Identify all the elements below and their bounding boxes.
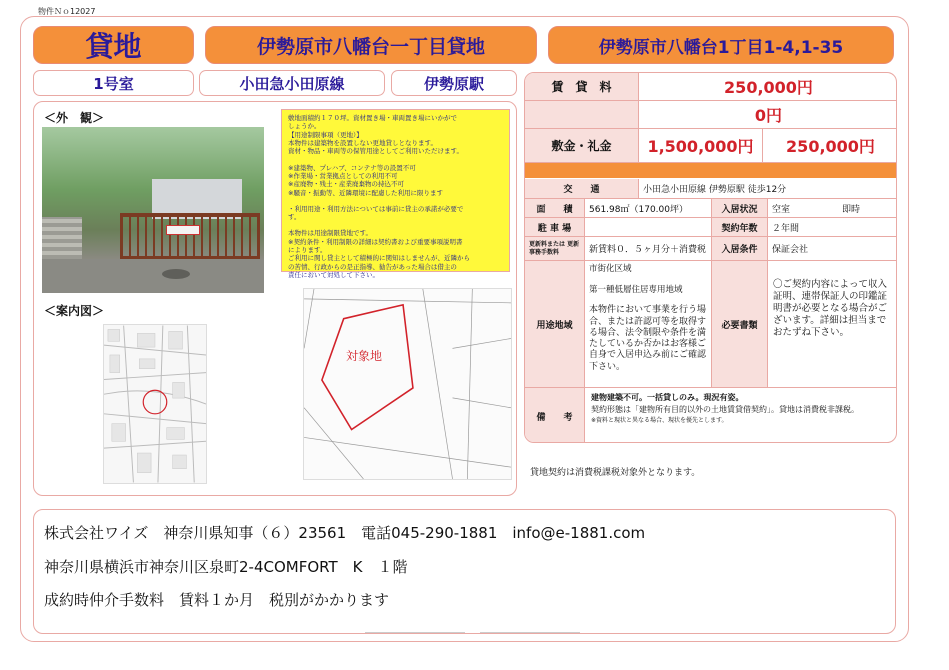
required-docs-label: 必要書類 — [712, 261, 768, 387]
rent-details-panel — [524, 72, 897, 443]
term-value: ２年間 — [772, 223, 800, 234]
rent-row — [525, 73, 896, 101]
parking-value — [585, 218, 712, 236]
company-contact: 株式会社ワイズ 神奈川県知事（６）23561 電話045-290-1881 info@e-1881.com — [44, 524, 646, 542]
survey-map — [303, 288, 512, 480]
remarks-line2: 契約形態は「建物所有目的以外の土地賃貸借契約」。貸地は消費税非課税。 — [591, 405, 859, 414]
guide-map — [103, 324, 207, 484]
zoning-note: 本物件において事業を行う場合、または許認可等を取得する場合、法令制限や条件を満たしているか否かはお客様ご自身で入居申込み前にご確認下さい。 — [589, 305, 707, 372]
remarks-row — [525, 388, 896, 443]
company-address: 神奈川県横浜市神奈川区泉町2-4COMFORT K １階 — [44, 558, 408, 576]
note-line: ※産廃物・残土・産業廃棄物の持込不可 — [288, 180, 404, 189]
note-line: 本物件は建築物を設置しない更地貸しとなります。 — [288, 138, 437, 147]
deposit-value: 1,500,000円 — [639, 129, 763, 162]
rent-label: 賃 貸 料 — [525, 73, 639, 100]
parking-row — [525, 218, 896, 237]
zoning-label: 用途地域 — [525, 261, 585, 387]
zoning-line1: 市街化区域 — [589, 264, 632, 274]
footer-rule-left — [365, 630, 465, 633]
footer-rule-right — [480, 630, 580, 633]
note-line: 敷地面積約１７０坪。資材置き場・車両置き場にいかがで — [288, 114, 457, 122]
fee-value: 0円 — [754, 106, 783, 125]
note-line: 【用途制限事項（更地）】 — [288, 130, 363, 139]
remarks-line1: 建物建築不可。一括貸しのみ。現況有姿。 — [591, 393, 744, 402]
note-line — [288, 197, 503, 205]
photo-sign — [166, 225, 200, 235]
renewal-value: 新賃料０．５ヶ月分＋消費税 — [585, 237, 712, 260]
term-label: 契約年数 — [712, 218, 768, 236]
zoning-row — [525, 261, 896, 388]
note-line: 責任において対処して下さい。 — [288, 271, 379, 279]
status-value: 空室 — [772, 204, 791, 215]
exterior-photo — [42, 127, 264, 293]
note-line: す。 — [288, 213, 301, 222]
remarks-label: 備 考 — [525, 388, 585, 443]
exterior-caption: ＜外 観＞ — [44, 111, 105, 125]
note-line: 資材・物品・車両等の保管用途としてご利用いただけます。 — [288, 147, 463, 156]
area-label: 面 積 — [525, 199, 585, 217]
note-line: しょうか。 — [288, 122, 321, 131]
fee-row — [525, 101, 896, 129]
remarks-value — [585, 388, 897, 443]
area-row — [525, 199, 896, 218]
parking-label: 駐 車 場 — [525, 218, 585, 236]
note-line: によります。 — [288, 246, 327, 255]
note-line — [288, 156, 503, 164]
renewal-label: 更新料または 更新事務手数料 — [525, 237, 585, 260]
photo-gate — [120, 213, 260, 259]
zoning-detail — [585, 261, 712, 387]
note-line: ※契約条件・利用制限の詳細は契約書および重要事項説明書 — [288, 237, 463, 246]
photo-ground — [42, 259, 264, 293]
guide-map-caption: ＜案内図＞ — [44, 304, 105, 318]
deposit-label: 敷金・礼金 — [525, 129, 639, 162]
deposit-row — [525, 129, 896, 163]
station: 伊勢原駅 — [391, 70, 517, 96]
condition-value: 保証会社 — [772, 245, 809, 255]
fee-label-blank — [525, 101, 639, 128]
zoning-line2: 第一種低層住居専用地域 — [589, 284, 683, 295]
separator-band — [525, 163, 896, 178]
traffic-row — [525, 179, 896, 199]
rent-value: 250,000円 — [724, 78, 813, 97]
renewal-row — [525, 237, 896, 261]
note-line: ※建築物、プレハブ、コンテナ等の設置不可 — [288, 163, 416, 172]
listing-name: 伊勢原市八幡台一丁目貸地 — [205, 26, 537, 64]
train-line: 小田急小田原線 — [199, 70, 385, 96]
note-line: ご利用に関し貸主として積極的に関知はしませんが、近隣から — [288, 254, 470, 263]
target-site-label: 対象地 — [346, 349, 383, 363]
condition-label: 入居条件 — [712, 237, 768, 260]
photo-manhole — [162, 269, 190, 279]
note-line: 本物件は用途制限貸地です。 — [288, 229, 372, 238]
status-timing: 即時 — [842, 204, 861, 215]
note-line: ※騒音・振動等、近隣環境に配慮した利用に限ります — [288, 188, 443, 197]
usage-notes — [281, 109, 510, 279]
traffic-value: 小田急小田原線 伊勢原駅 徒歩12分 — [643, 185, 787, 195]
target-location-marker — [143, 390, 167, 414]
key-money-value: 250,000円 — [786, 137, 875, 156]
sheet-id: 物件Ｎｏ12027 — [38, 7, 96, 16]
traffic-label: 交 通 — [525, 179, 639, 198]
status-label: 入居状況 — [712, 199, 768, 217]
note-line: ・利用用途・利用方法については事前に貸主の承諾が必要で — [288, 204, 464, 213]
photo-stairs — [42, 217, 82, 263]
area-value: 561.98㎡（170.00坪） — [585, 199, 712, 217]
listing-address: 伊勢原市八幡台1丁目1-4,1-35 — [548, 26, 894, 64]
note-line: の苦情、行政からの是正指導、勧告があった場合は借主の — [288, 262, 457, 271]
note-line: ※作業場・営業拠点としての利用不可 — [288, 171, 398, 180]
listing-type: 貸地 — [33, 26, 194, 64]
room-label: 1号室 — [33, 70, 194, 96]
brokerage-fee: 成約時仲介手数料 賃料１か月 税別がかかります — [44, 591, 390, 609]
remarks-line3: ※資料と現状と異なる場合、現状を優先とします。 — [591, 417, 728, 424]
required-docs-value: 〇ご契約内容によって収入証明、連帯保証人の印鑑証明書が必要となる場合がございます。詳細は担当までおたずね下さい。 — [773, 279, 888, 338]
tax-note: 貸地契約は消費税課税対象外となります。 — [530, 468, 701, 478]
